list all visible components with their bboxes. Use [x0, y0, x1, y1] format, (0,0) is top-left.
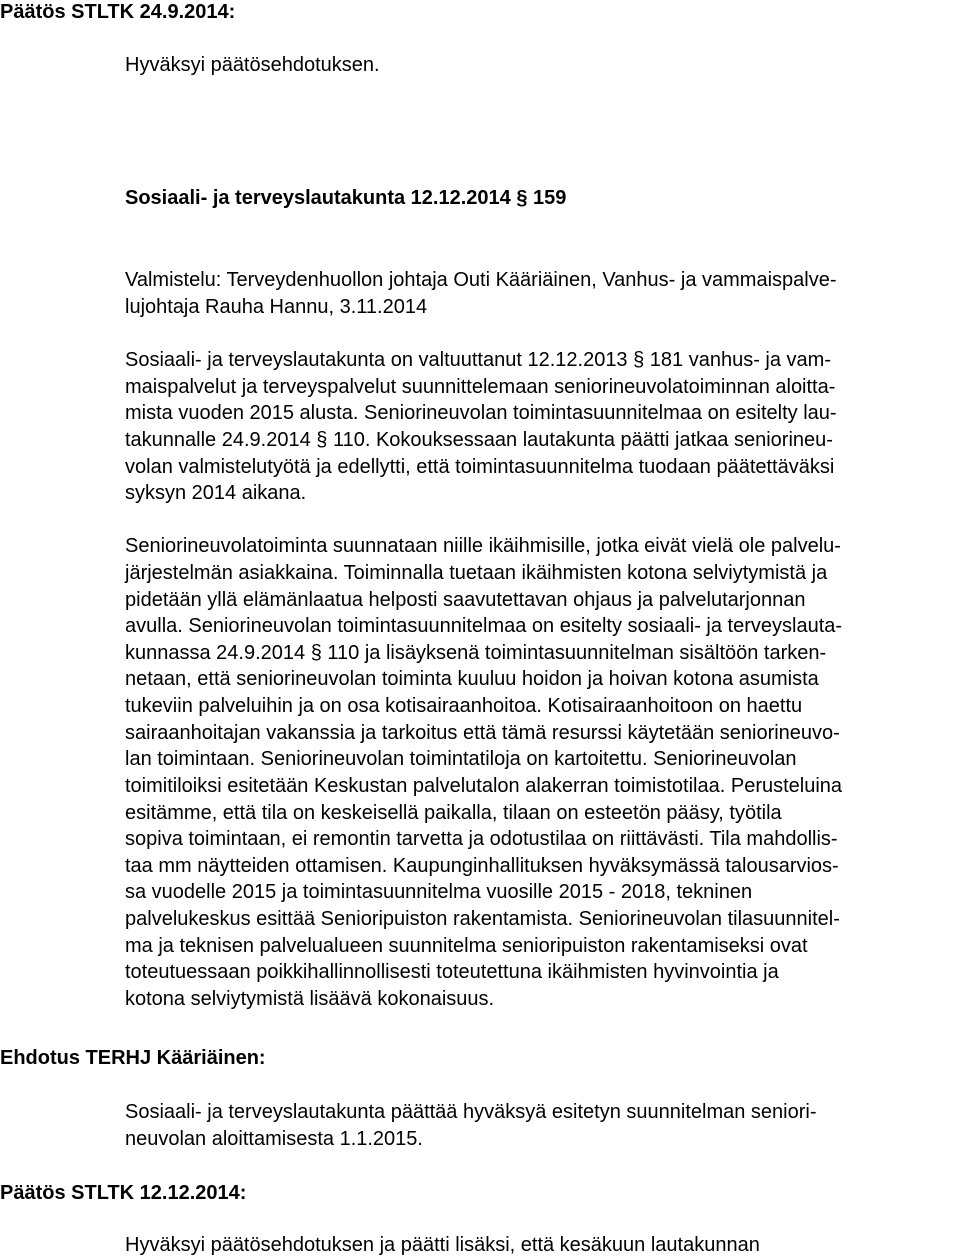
text-line: mista vuoden 2015 alusta. Seniorineuvolan toimintasuunnitelmaa on esitelty lau-: [125, 402, 837, 424]
text-line: netaan, että seniorineuvolan toiminta kuuluu hoidon ja hoivan kotona asumista: [125, 668, 819, 690]
text-line: neuvolan aloittamisesta 1.1.2015.: [125, 1128, 423, 1150]
decision-heading-1: Päätös STLTK 24.9.2014:: [0, 1, 236, 23]
text-line: Sosiaali- ja terveyslautakunta päättää hyväksyä esitetyn suunnitelman seniori-: [125, 1101, 817, 1123]
text-line: Sosiaali- ja terveyslautakunta on valtuuttanut 12.12.2013 § 181 vanhus- ja vam-: [125, 349, 831, 371]
proposal-heading: Ehdotus TERHJ Kääriäinen:: [0, 1047, 266, 1069]
text-line: sopiva toimintaan, ei remontin tarvetta ja odotustilaa on riittävästi. Tila mahdollis-: [125, 828, 838, 850]
decision-text-2: Hyväksyi päätösehdotuksen ja päätti lisäksi, että kesäkuun lautakunnan: [125, 1234, 760, 1256]
text-line: maispalvelut ja terveyspalvelut suunnittelemaan seniorineuvolatoiminnan aloitta-: [125, 376, 836, 398]
text-line: esitämme, että tila on keskeisellä paikalla, tilaan on esteetön pääsy, työtila: [125, 802, 782, 824]
text-line: avulla. Seniorineuvolan toimintasuunnitelmaa on esitelty sosiaali- ja terveyslauta-: [125, 615, 843, 637]
text-line: sairaanhoitajan vakanssia ja tarkoitus että tämä resurssi käytetään seniorineuvo-: [125, 722, 840, 744]
text-line: kotona selviytymistä lisäävä kokonaisuus.: [125, 988, 495, 1010]
text-line: palvelukeskus esittää Senioripuiston rakentamista. Seniorineuvolan tilasuunnitel-: [125, 908, 840, 930]
text-line: ma ja teknisen palvelualueen suunnitelma senioripuiston rakentamiseksi ovat: [125, 935, 808, 957]
decision-heading-2: Päätös STLTK 12.12.2014:: [0, 1182, 247, 1204]
text-line: Seniorineuvolatoiminta suunnataan niille ikäihmisille, jotka eivät vielä ole palvelu-: [125, 535, 841, 557]
text-line: takunnalle 24.9.2014 § 110. Kokouksessaan lautakunta päätti jatkaa seniorineu-: [125, 429, 833, 451]
text-line: Valmistelu: Terveydenhuollon johtaja Outi Kääriäinen, Vanhus- ja vammaispalve-: [125, 269, 837, 291]
text-line: sa vuodelle 2015 ja toimintasuunnitelma vuosille 2015 - 2018, tekninen: [125, 881, 753, 903]
text-line: tukeviin palveluihin ja on osa kotisairaanhoitoa. Kotisairaanhoitoon on haettu: [125, 695, 803, 717]
text-line: pidetään yllä elämänlaatua helposti saavutettavan ohjaus ja palvelutarjonnan: [125, 589, 806, 611]
text-line: järjestelmän asiakkaina. Toiminnalla tuetaan ikäihmisten kotona selviytymistä ja: [125, 562, 828, 584]
text-line: lujohtaja Rauha Hannu, 3.11.2014: [125, 296, 428, 318]
committee-heading: Sosiaali- ja terveyslautakunta 12.12.2014 § 159: [125, 187, 567, 209]
text-line: taa mm näytteiden ottamisen. Kaupunginhallituksen hyväksymässä talousarvios-: [125, 855, 839, 877]
text-line: lan toimintaan. Seniorineuvolan toimintatiloja on kartoitettu. Seniorineuvolan: [125, 748, 797, 770]
text-line: toimitiloiksi esitetään Keskustan palvelutalon alakerran toimistotilaa. Perusteluina: [125, 775, 843, 797]
text-line: kunnassa 24.9.2014 § 110 ja lisäyksenä toimintasuunnitelman sisältöön tarken-: [125, 642, 827, 664]
text-line: toteutuessaan poikkihallinnollisesti toteutettuna ikäihmisten hyvinvointia ja: [125, 961, 779, 983]
text-line: volan valmistelutyötä ja edellytti, että toimintasuunnitelma tuodaan päätettäväksi: [125, 456, 835, 478]
decision-text-1: Hyväksyi päätösehdotuksen.: [125, 54, 380, 76]
text-line: syksyn 2014 aikana.: [125, 482, 307, 504]
